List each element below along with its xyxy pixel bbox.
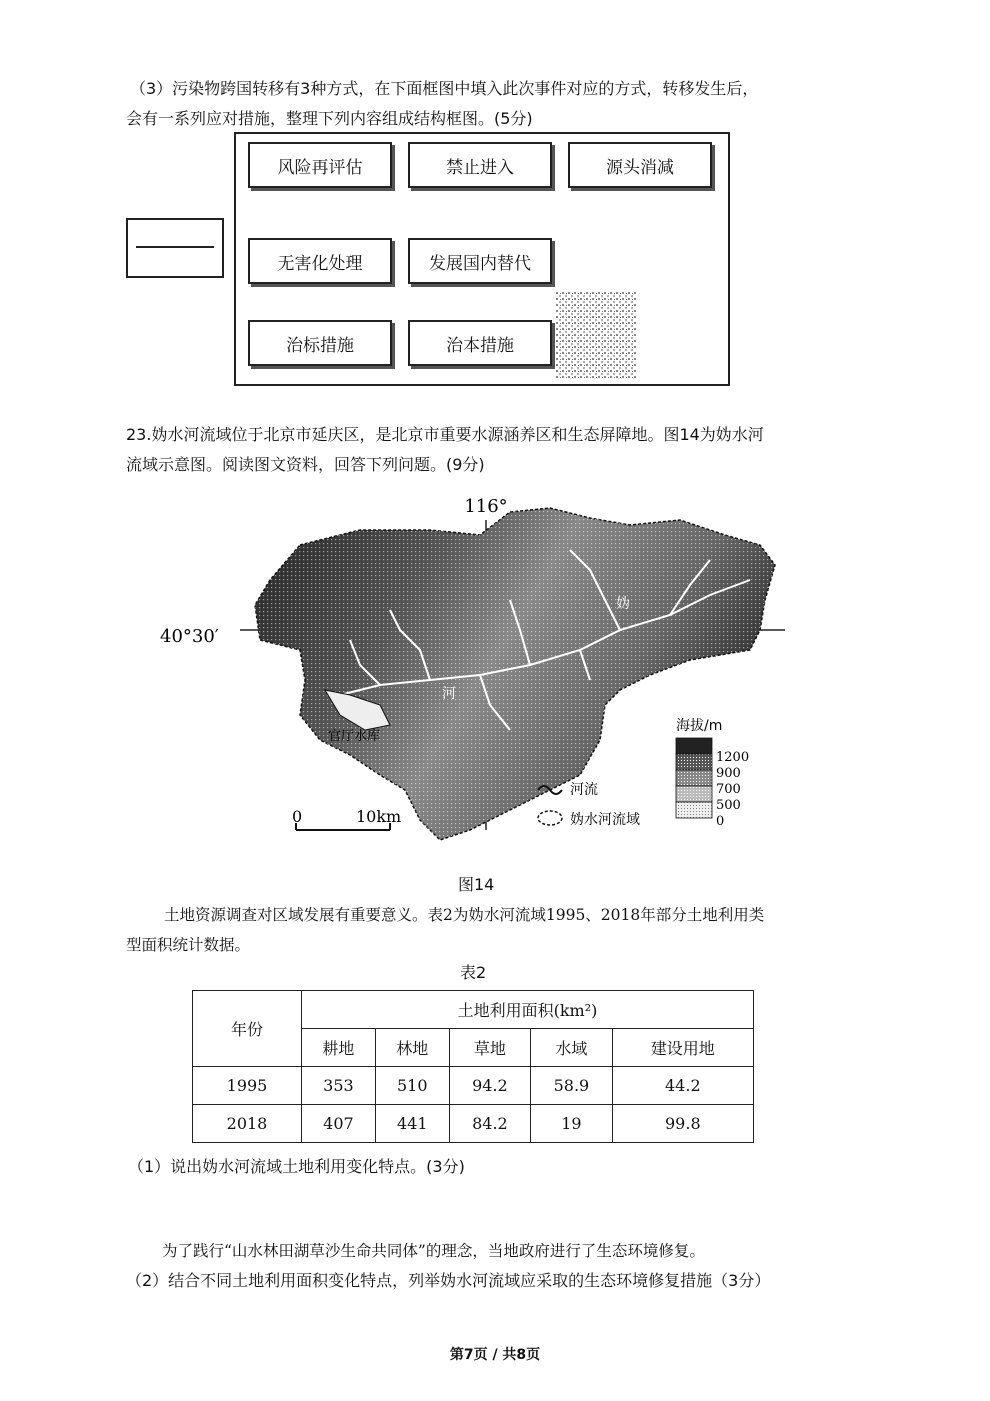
- q2-text: （2）结合不同土地利用面积变化特点，列举妫水河流域应采取的生态环境修复措施（3分）: [126, 1271, 771, 1290]
- scale-end: 10km: [356, 807, 402, 826]
- legend-swatch-0: [676, 802, 712, 818]
- table-cell: 19: [531, 1105, 612, 1143]
- box-harmless-treatment[interactable]: 无害化处理: [248, 238, 392, 284]
- legend-swatch-700: [676, 770, 712, 786]
- table-cell: 44.2: [612, 1067, 753, 1105]
- scan-noise: [556, 292, 656, 378]
- legend-river-label: 河流: [570, 782, 598, 798]
- legend-level-500: 500: [716, 798, 741, 813]
- legend-level-1200: 1200: [716, 750, 750, 765]
- page-footer: 第7页 / 共8页: [449, 1347, 541, 1363]
- eco-line1: 为了践行“山水林田湖草沙生命共同体”的理念，当地政府进行了生态环境修复。: [162, 1242, 705, 1260]
- intro-line1: 土地资源调查对区域发展有重要意义。表2为妫水河流域1995、2018年部分土地利用类: [164, 906, 765, 924]
- box-no-entry[interactable]: 禁止进入: [408, 142, 552, 188]
- legend-swatch-1200: [676, 738, 712, 754]
- box-domestic-substitute[interactable]: 发展国内替代: [408, 238, 552, 284]
- legend-level-900: 900: [716, 766, 741, 781]
- table-cell: 353: [302, 1067, 376, 1105]
- table-cell: 441: [375, 1105, 449, 1143]
- table-cell: 407: [302, 1105, 376, 1143]
- col-header: 建设用地: [612, 1029, 753, 1067]
- lat-label: 40°30′: [160, 626, 219, 647]
- row-year: 1995: [193, 1067, 302, 1105]
- legend-level-0: 0: [716, 814, 725, 829]
- river-label-he: 河: [442, 686, 456, 702]
- q3-line2: 会有一系列应对措施，整理下列内容组成结构框图。(5分): [126, 109, 533, 128]
- basin-legend-icon: [538, 811, 562, 825]
- q23-line1: 23.妫水河流域位于北京市延庆区，是北京市重要水源涵养区和生态屏障地。图14为妫水河: [126, 425, 764, 444]
- year-header: 年份: [193, 991, 302, 1067]
- group-header: 土地利用面积(km²): [302, 991, 754, 1029]
- blank-line: [136, 246, 214, 248]
- land-use-table: [192, 990, 754, 1143]
- scale-start: 0: [292, 807, 303, 826]
- table-title: 表2: [460, 963, 487, 982]
- river-label-gui: 妫: [616, 596, 630, 612]
- col-header: 耕地: [302, 1029, 376, 1067]
- lon-label: 116°: [464, 496, 508, 517]
- q3-line1: （3）污染物跨国转移有3种方式，在下面框图中填入此次事件对应的方式，转移发生后，: [130, 79, 759, 98]
- reservoir-label: 官厅水库: [328, 729, 381, 744]
- table-cell: 99.8: [612, 1105, 753, 1143]
- table-cell: 84.2: [449, 1105, 530, 1143]
- box-root-measures[interactable]: 治本措施: [408, 320, 552, 366]
- answer-blank-box[interactable]: [126, 218, 224, 278]
- box-symptom-measures[interactable]: 治标措施: [248, 320, 392, 366]
- row-year: 2018: [193, 1105, 302, 1143]
- col-header: 草地: [449, 1029, 530, 1067]
- table-row: [193, 1067, 754, 1105]
- table-cell: 510: [375, 1067, 449, 1105]
- box-source-reduction[interactable]: 源头消减: [568, 142, 712, 188]
- q23-line2: 流域示意图。阅读图文资料，回答下列问题。(9分): [126, 455, 485, 474]
- legend-title: 海拔/m: [676, 718, 723, 734]
- col-header: 林地: [375, 1029, 449, 1067]
- legend-level-700: 700: [716, 782, 741, 797]
- col-header: 水域: [531, 1029, 612, 1067]
- table-cell: 94.2: [449, 1067, 530, 1105]
- table-cell: 58.9: [531, 1067, 612, 1105]
- box-risk-reassessment[interactable]: 风险再评估: [248, 142, 392, 188]
- intro-line2: 型面积统计数据。: [126, 936, 251, 954]
- legend-basin-label: 妫水河流域: [570, 812, 640, 828]
- legend-swatch-900: [676, 754, 712, 770]
- q1-text: （1）说出妫水河流域土地利用变化特点。(3分): [128, 1157, 465, 1176]
- watershed-map: [150, 490, 810, 860]
- table-row: [193, 1105, 754, 1143]
- legend-swatch-500: [676, 786, 712, 802]
- figure-caption: 图14: [458, 875, 495, 894]
